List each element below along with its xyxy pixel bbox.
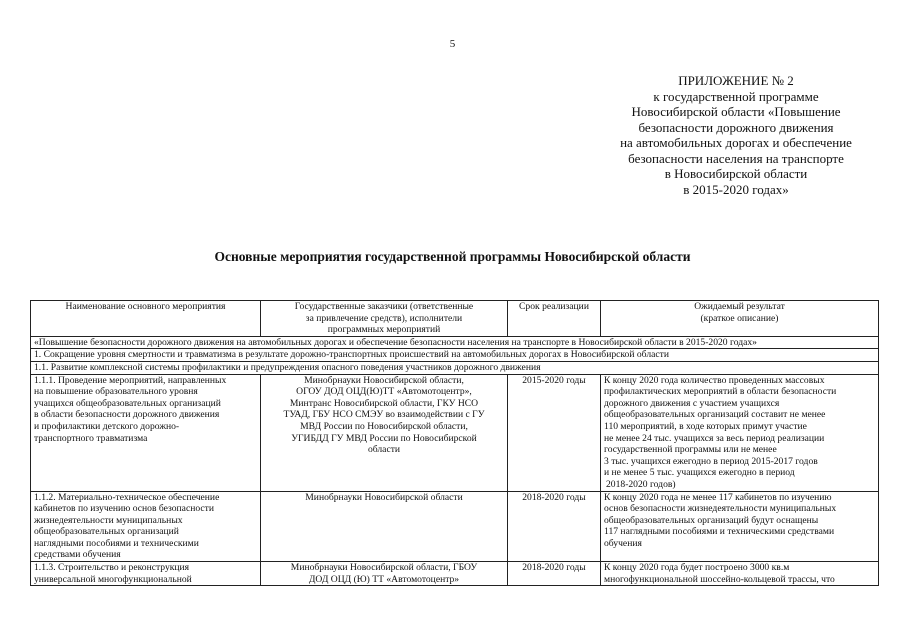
page-title: Основные мероприятия государственной программы Новосибирской области [214, 249, 691, 264]
table-row [31, 374, 879, 491]
program-row [31, 336, 879, 349]
result-cell: К концу 2020 года не менее 117 кабинетов по изучению основ безопасности жизнедеятельности муниципальных общеобразовательных организаций будут оснащены 117 наглядными пособиями и техническими средствами обучения [601, 491, 879, 562]
appendix-line: в Новосибирской области [664, 166, 808, 181]
goal-row [31, 349, 879, 362]
customers-cell: Минобрнауки Новосибирской области [261, 491, 508, 562]
period-cell: 2018-2020 годы [508, 562, 601, 586]
program-title-cell: «Повышение безопасности дорожного движения на автомобильных дорогах и обеспечение безопасности населения на транспорте в Новосибирской области в 2015-2020 годах» [31, 336, 879, 349]
measure-name-cell: 1.1.2. Материально-техническое обеспечение кабинетов по изучению основ безопасности жизнедеятельности муниципальных общеобразовательных организаций наглядными пособиями и техническими средствами обучения [31, 491, 261, 562]
appendix-line: к государственной программе [653, 88, 819, 104]
header-customers: Государственные заказчики (ответственные за привлечение средств), исполнители программных мероприятий [261, 301, 508, 337]
table-header-row [31, 301, 879, 337]
page-number: 5 [449, 38, 456, 50]
result-cell: К концу 2020 года количество проведенных массовых профилактических мероприятий в области безопасности дорожного движения с участием учащихся общеобразовательных организаций составит не менее 110 мероприятий, в ходе которых примут участие не менее 24 тыс. учащихся за весь период реализации государственной программы или не менее 3 тыс. учащихся ежегодно в период 2015-2017 годов и не менее 5 тыс. учащихся ежегодно в период 2018-2020 годов) [601, 374, 879, 491]
header-result: Ожидаемый результат (краткое описание) [601, 301, 879, 337]
appendix-line: безопасности дорожного движения [638, 119, 834, 135]
result-cell: К концу 2020 года будет построено 3000 кв.м многофункциональной шоссейно-кольцевой трассы, что [601, 562, 879, 586]
table-row [31, 491, 879, 562]
appendix-line: ПРИЛОЖЕНИЕ № 2 [678, 73, 794, 88]
appendix-line: на автомобильных дорогах и обеспечение [620, 135, 852, 150]
period-cell: 2015-2020 годы [508, 374, 601, 491]
customers-cell: Минобрнауки Новосибирской области, ГБОУ ДОД ОЦД (Ю) ТТ «Автомотоцентр» [261, 562, 508, 586]
goal-cell: 1. Сокращение уровня смертности и травматизма в результате дорожно-транспортных происшествий на автомобильных дорогах в Новосибирской области [31, 349, 879, 362]
measures-table [30, 300, 879, 586]
header-measure-name: Наименование основного мероприятия [31, 301, 261, 337]
appendix-heading [590, 73, 882, 197]
measure-name-cell: 1.1.1. Проведение мероприятий, направленных на повышение образовательного уровня учащихся общеобразовательных организаций в области безопасности дорожного движения и профилактики детского дорожно- транспортного травматизма [31, 374, 261, 491]
appendix-line: Новосибирской области «Повышение [631, 104, 841, 119]
table-row [31, 562, 879, 586]
customers-cell: Минобрнауки Новосибирской области, ОГОУ ДОД ОЦД(Ю)ТТ «Автомотоцентр», Минтранс Новосибирской области, ГКУ НСО ТУАД, ГБУ НСО СМЭУ во взаимодействии с ГУ МВД России по Новосибирской области, УГИБДД ГУ МВД России по Новосибирской области [261, 374, 508, 491]
task-cell: 1.1. Развитие комплексной системы профилактики и предупреждения опасного поведения участников дорожного движения [31, 361, 879, 374]
task-row [31, 361, 879, 374]
appendix-line: в 2015-2020 годах» [683, 181, 789, 197]
appendix-line: безопасности населения на транспорте [628, 150, 844, 166]
measure-name-cell: 1.1.3. Строительство и реконструкция универсальной многофункциональной [31, 562, 261, 586]
period-cell: 2018-2020 годы [508, 491, 601, 562]
header-period: Срок реализации [508, 301, 601, 337]
